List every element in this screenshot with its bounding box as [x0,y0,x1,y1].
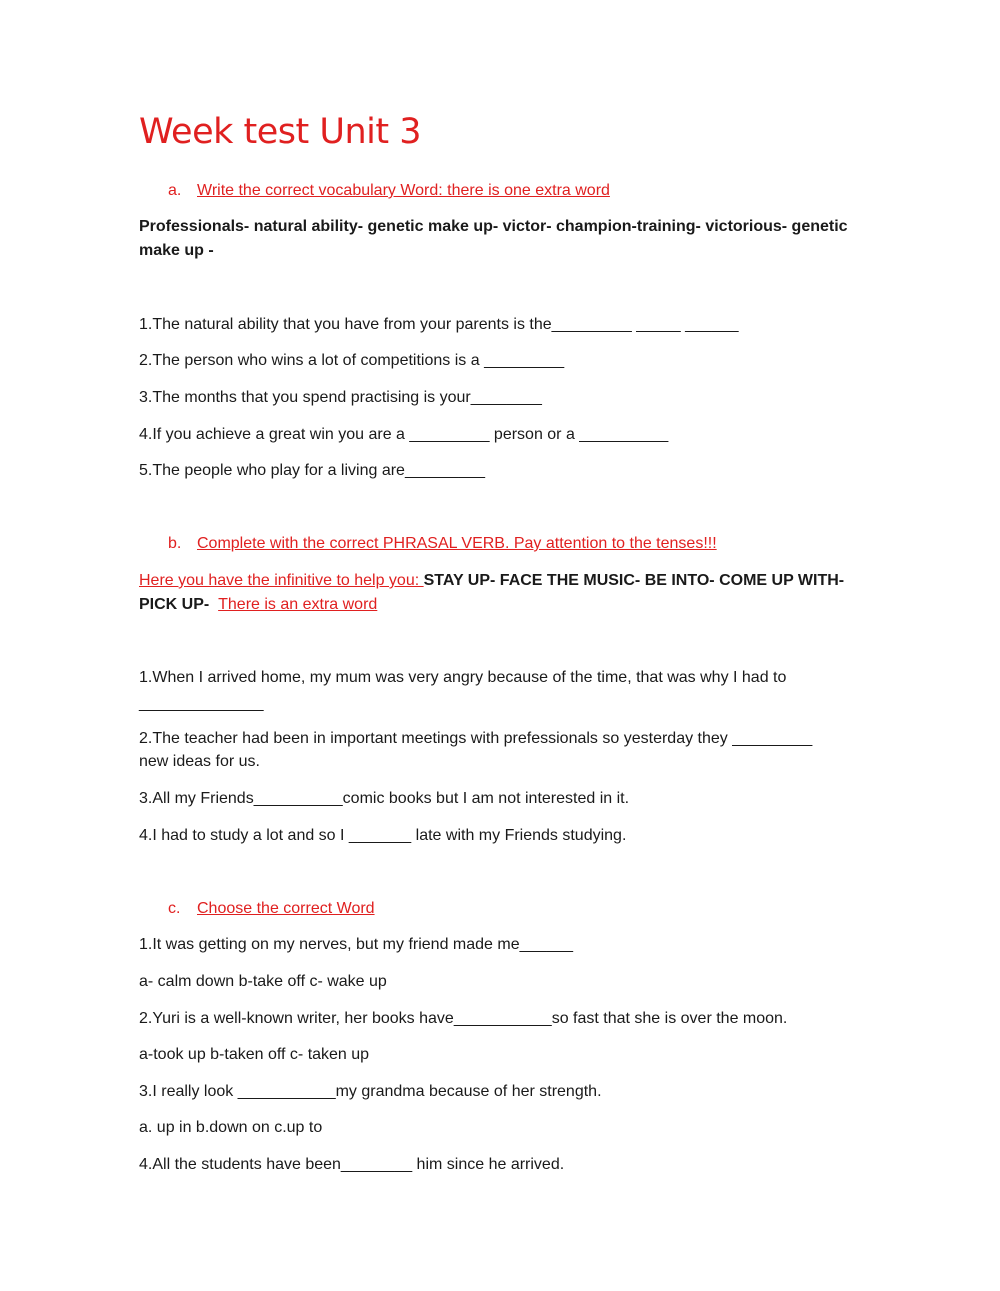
section-c-instruction: Choose the correct Word [197,900,375,917]
question-a-4: 4.If you achieve a great win you are a _________ person or a __________ [139,426,669,443]
question-c-1: 1.It was getting on my nerves, but my friend made me______ [139,936,574,953]
question-c-3: 3.I really look ___________my grandma because of her strength. [139,1083,602,1100]
question-c-4: 4.All the students have been________ him since he arrived. [139,1156,565,1173]
options-c-3: a. up in b.down on c.up to [139,1119,323,1136]
question-b-1: 1.When I arrived home, my mum was very angry because of the time, that was why I had to [139,669,787,686]
section-b-letter: b. [168,535,182,552]
question-c-2: 2.Yuri is a well-known writer, her books have___________so fast that she is over the moon. [139,1010,788,1027]
options-c-2: a-took up b-taken off c- taken up [139,1046,370,1063]
helper-line-1 [139,569,844,592]
helper-intro: Here you have the infinitive to help you: [139,572,424,589]
extra-word-note: There is an extra word [218,596,378,613]
question-a-3: 3.The months that you spend practising is your________ [139,389,542,406]
question-a-2: 2.The person who wins a lot of competitions is a _________ [139,352,565,369]
helper-words-2: PICK UP- [139,596,210,613]
question-a-5: 5.The people who play for a living are_________ [139,462,486,479]
section-c-heading [168,897,375,920]
question-b-2: 2.The teacher had been in important meetings with prefessionals so yesterday they _________ [139,730,813,747]
question-b-2-cont: new ideas for us. [139,753,260,770]
helper-line-2 [139,593,377,616]
section-b-heading [168,532,717,555]
section-a-instruction: Write the correct vocabulary Word: there is one extra word [197,182,610,199]
question-b-3: 3.All my Friends__________comic books but I am not interested in it. [139,790,630,807]
helper-words-1: STAY UP- FACE THE MUSIC- BE INTO- COME UP WITH- [423,572,845,589]
question-b-4: 4.I had to study a lot and so I _______ late with my Friends studying. [139,827,627,844]
page-title: Week test Unit 3 [139,112,421,152]
word-bank-line-1: Professionals- natural ability- genetic make up- victor- champion-training- victorious- genetic [139,218,848,235]
question-b-1-blank: ______________ [139,695,264,712]
word-bank-line-2: make up - [139,242,214,259]
section-b-instruction: Complete with the correct PHRASAL VERB. Pay attention to the tenses!!! [197,535,717,552]
section-a-heading [168,179,610,202]
options-c-1: a- calm down b-take off c- wake up [139,973,387,990]
section-a-letter: a. [168,182,182,199]
question-a-1: 1.The natural ability that you have from your parents is the_________ _____ ______ [139,316,739,333]
section-c-letter: c. [168,900,181,917]
